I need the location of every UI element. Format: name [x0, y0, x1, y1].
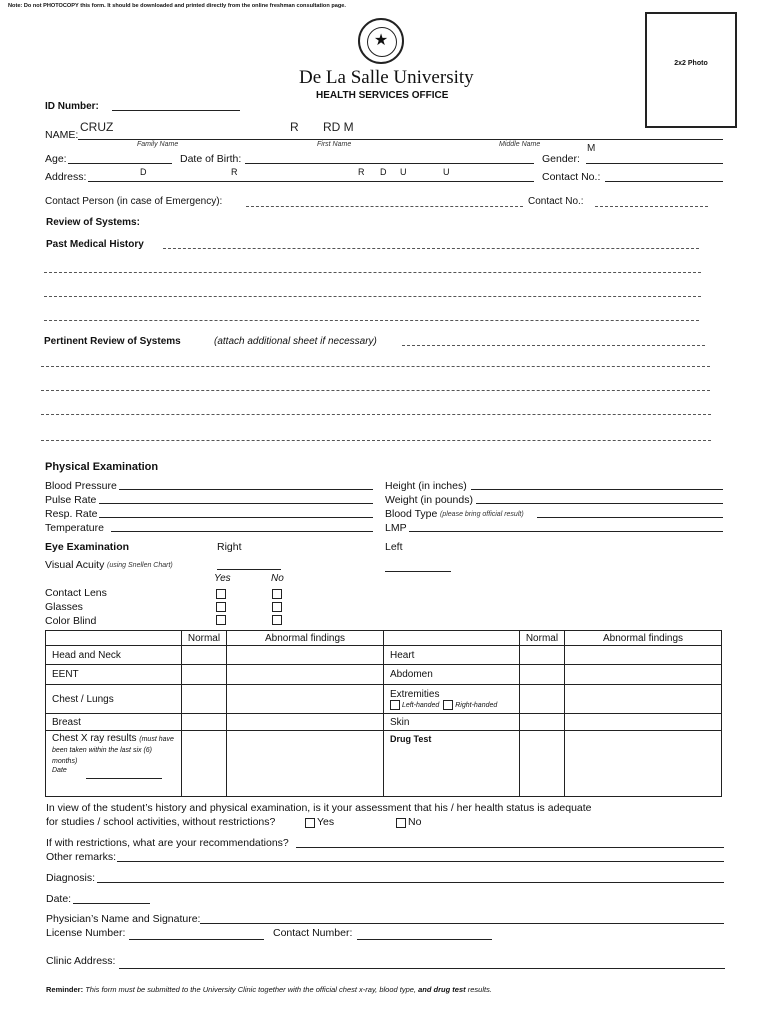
id-number-line[interactable]: [112, 110, 240, 111]
table-row: [46, 731, 722, 797]
assessment-no-label: No: [408, 816, 422, 828]
clinic-address-line[interactable]: [119, 968, 725, 969]
assessment-question-1: In view of the student’s history and physical examination, is it your assessment that his / her health status is adequate: [46, 802, 592, 814]
assessment-yes-label: Yes: [317, 816, 335, 828]
eye-right-label: Right: [217, 541, 242, 553]
abdomen-normal-cell[interactable]: [519, 665, 564, 685]
pertinent-line-2[interactable]: [41, 366, 710, 367]
exam-table: [45, 630, 722, 797]
visual-acuity-label: Visual Acuity: [45, 559, 105, 571]
left-handed-label: Left-handed: [401, 701, 440, 709]
heart-abnormal-cell[interactable]: [565, 646, 722, 665]
abdomen-abnormal-cell[interactable]: [565, 665, 722, 685]
eent-abnormal-cell[interactable]: [227, 665, 384, 685]
lmp-label: LMP: [385, 522, 407, 534]
gender-label: Gender:: [542, 153, 580, 165]
family-name-value: CRUZ: [80, 120, 114, 134]
gender-line[interactable]: [586, 163, 723, 164]
photocopy-note: Note: Do not PHOTOCOPY this form. It should be downloaded and printed directly from the online freshman consultation page.: [8, 3, 346, 9]
breast-abnormal-cell[interactable]: [227, 714, 384, 731]
temperature-label: Temperature: [45, 522, 104, 534]
middle-name-caption: Middle Name: [499, 141, 541, 148]
reminder-end: results.: [467, 985, 492, 994]
table-row: [46, 646, 722, 665]
drug-test-label: Drug Test: [384, 731, 520, 797]
lmp-line[interactable]: [409, 531, 723, 532]
id-number-label: ID Number:: [45, 101, 99, 112]
yes-header: Yes: [214, 573, 231, 584]
past-history-line-2[interactable]: [44, 272, 701, 273]
name-label: NAME:: [45, 129, 79, 141]
pertinent-line-3[interactable]: [41, 390, 710, 391]
table-row: [46, 685, 722, 714]
assessment-question-2: for studies / school activities, without restrictions?: [46, 816, 276, 828]
right-normal-header: Normal: [519, 631, 564, 646]
row-label-breast: Breast: [46, 714, 182, 731]
pertinent-line-5[interactable]: [41, 440, 711, 441]
xray-date-line[interactable]: [86, 778, 162, 779]
dob-label: Date of Birth:: [180, 153, 242, 165]
row-label-chest-lungs: Chest / Lungs: [46, 685, 182, 714]
physical-title: Physical Examination: [45, 461, 159, 473]
left-normal-header: Normal: [181, 631, 226, 646]
blood-pressure-label: Blood Pressure: [45, 480, 117, 492]
row-label-abdomen: Abdomen: [384, 665, 520, 685]
photo-label: 2x2 Photo: [674, 60, 708, 67]
row-label-skin: Skin: [384, 714, 520, 731]
right-abnormal-header: Abnormal findings: [565, 631, 722, 646]
past-history-line-1[interactable]: [163, 248, 699, 249]
chest-abnormal-cell[interactable]: [227, 685, 384, 714]
height-line[interactable]: [471, 489, 723, 490]
dob-line[interactable]: [245, 163, 534, 164]
pulse-rate-line[interactable]: [99, 503, 373, 504]
first-name-value-b: RD M: [323, 120, 354, 134]
physician-label: Physician’s Name and Signature:: [46, 913, 201, 925]
visual-acuity-left-line[interactable]: [385, 571, 451, 572]
dob-value-d: D: [140, 167, 147, 177]
pertinent-line-4[interactable]: [41, 414, 711, 415]
color-blind-no-checkbox[interactable]: [272, 615, 282, 625]
left-abnormal-header: Abnormal findings: [227, 631, 384, 646]
recommendations-line[interactable]: [296, 847, 724, 848]
xray-note: (must have been taken within the last six (6) months): [52, 736, 174, 765]
weight-label: Weight (in pounds): [385, 494, 473, 506]
contact-lens-yes-checkbox[interactable]: [216, 589, 226, 599]
contact-number-label: Contact Number:: [273, 927, 353, 939]
office-name: HEALTH SERVICES OFFICE: [316, 90, 449, 101]
other-remarks-line[interactable]: [117, 861, 724, 862]
university-name: De La Salle University: [299, 67, 474, 88]
date-label: Date:: [46, 893, 72, 905]
chest-normal-cell[interactable]: [181, 685, 226, 714]
drug-test-normal-cell[interactable]: [519, 731, 564, 797]
xray-normal-cell[interactable]: [181, 731, 226, 797]
address-value-4: U: [443, 167, 450, 177]
row-label-extremities: Extremities: [390, 688, 440, 700]
blood-type-note: (please bring official result): [440, 511, 524, 518]
color-blind-label: Color Blind: [45, 615, 97, 627]
family-name-caption: Family Name: [137, 141, 179, 148]
past-history-label: Past Medical History: [46, 239, 144, 250]
skin-abnormal-cell[interactable]: [565, 714, 722, 731]
extremities-normal-cell[interactable]: [519, 685, 564, 714]
assessment-yes-checkbox[interactable]: [305, 818, 315, 828]
address-line[interactable]: [88, 181, 534, 182]
glasses-label: Glasses: [45, 601, 83, 613]
diagnosis-line[interactable]: [97, 882, 724, 883]
review-title: Review of Systems:: [46, 217, 140, 228]
pertinent-line-1[interactable]: [402, 345, 705, 346]
contact-no-line[interactable]: [605, 181, 723, 182]
row-label-head-neck: Head and Neck: [46, 646, 182, 665]
contact-lens-no-checkbox[interactable]: [272, 589, 282, 599]
blood-pressure-line[interactable]: [119, 489, 373, 490]
drug-test-abnormal-cell[interactable]: [565, 731, 722, 797]
blood-type-label: Blood Type: [385, 508, 438, 520]
pulse-rate-label: Pulse Rate: [45, 494, 97, 506]
contact-lens-label: Contact Lens: [45, 587, 107, 599]
age-label: Age:: [45, 153, 67, 165]
right-handed-label: Right-handed: [455, 701, 498, 709]
color-blind-yes-checkbox[interactable]: [216, 615, 226, 625]
xray-label: Chest X ray results: [52, 733, 137, 744]
physician-line[interactable]: [200, 923, 724, 924]
eent-normal-cell[interactable]: [181, 665, 226, 685]
dob-value-r: R: [231, 167, 238, 177]
contact-number-line[interactable]: [357, 939, 492, 940]
recommendations-label: If with restrictions, what are your recommendations?: [46, 837, 289, 849]
clinic-address-label: Clinic Address:: [46, 955, 116, 967]
resp-rate-label: Resp. Rate: [45, 508, 98, 520]
glasses-yes-checkbox[interactable]: [216, 602, 226, 612]
table-row: [46, 665, 722, 685]
row-label-heart: Heart: [384, 646, 520, 665]
diagnosis-label: Diagnosis:: [46, 872, 96, 884]
university-seal: ★: [358, 18, 404, 64]
head-neck-normal-cell[interactable]: [181, 646, 226, 665]
table-row: [46, 714, 722, 731]
contact-no2-label: Contact No.:: [528, 196, 584, 207]
assessment-no-checkbox[interactable]: [396, 818, 406, 828]
reminder-bold: and drug test: [418, 985, 466, 994]
contact-no2-line[interactable]: [595, 206, 708, 207]
reminder: [46, 985, 492, 994]
address-label: Address:: [45, 171, 87, 183]
blood-type-line[interactable]: [537, 517, 723, 518]
photo-box: [645, 12, 737, 128]
skin-normal-cell[interactable]: [519, 714, 564, 731]
past-history-line-4[interactable]: [44, 320, 699, 321]
name-line[interactable]: [78, 139, 723, 140]
resp-rate-line[interactable]: [99, 517, 373, 518]
pertinent-label: Pertinent Review of Systems: [44, 336, 181, 347]
contact-person-line[interactable]: [246, 206, 523, 207]
breast-normal-cell[interactable]: [181, 714, 226, 731]
glasses-no-checkbox[interactable]: [272, 602, 282, 612]
xray-cell: [46, 731, 182, 797]
address-value-1: R: [358, 167, 365, 177]
no-header: No: [271, 573, 284, 584]
attach-note: (attach additional sheet if necessary): [214, 336, 377, 347]
gender-value: M: [587, 143, 596, 154]
contact-person-label: Contact Person (in case of Emergency):: [45, 196, 223, 207]
row-label-eent: EENT: [46, 665, 182, 685]
date-line[interactable]: [73, 903, 150, 904]
license-label: License Number:: [46, 927, 126, 939]
snellen-note: (using Snellen Chart): [107, 562, 173, 569]
eye-left-label: Left: [385, 541, 403, 553]
xray-abnormal-cell[interactable]: [227, 731, 384, 797]
height-label: Height (in inches): [385, 480, 467, 492]
address-value-3: U: [400, 167, 407, 177]
left-handed-checkbox[interactable]: [390, 700, 400, 710]
license-line[interactable]: [129, 939, 264, 940]
first-name-caption: First Name: [317, 141, 352, 148]
visual-acuity-right-line[interactable]: [217, 569, 281, 570]
age-line[interactable]: [68, 163, 172, 164]
extremities-cell: [384, 685, 520, 714]
first-name-value-a: R: [290, 120, 299, 134]
other-remarks-label: Other remarks:: [46, 851, 117, 863]
reminder-text: This form must be submitted to the University Clinic together with the official chest x-ray, blood type,: [85, 985, 417, 994]
weight-line[interactable]: [476, 503, 723, 504]
past-history-line-3[interactable]: [44, 296, 701, 297]
heart-normal-cell[interactable]: [519, 646, 564, 665]
temperature-line[interactable]: [111, 531, 373, 532]
head-neck-abnormal-cell[interactable]: [227, 646, 384, 665]
right-handed-checkbox[interactable]: [443, 700, 453, 710]
eye-exam-title: Eye Examination: [45, 541, 130, 553]
xray-date-label: Date: [52, 767, 67, 774]
extremities-abnormal-cell[interactable]: [565, 685, 722, 714]
address-value-2: D: [380, 167, 387, 177]
reminder-label: Reminder:: [46, 985, 84, 994]
contact-no-label: Contact No.:: [542, 171, 601, 183]
